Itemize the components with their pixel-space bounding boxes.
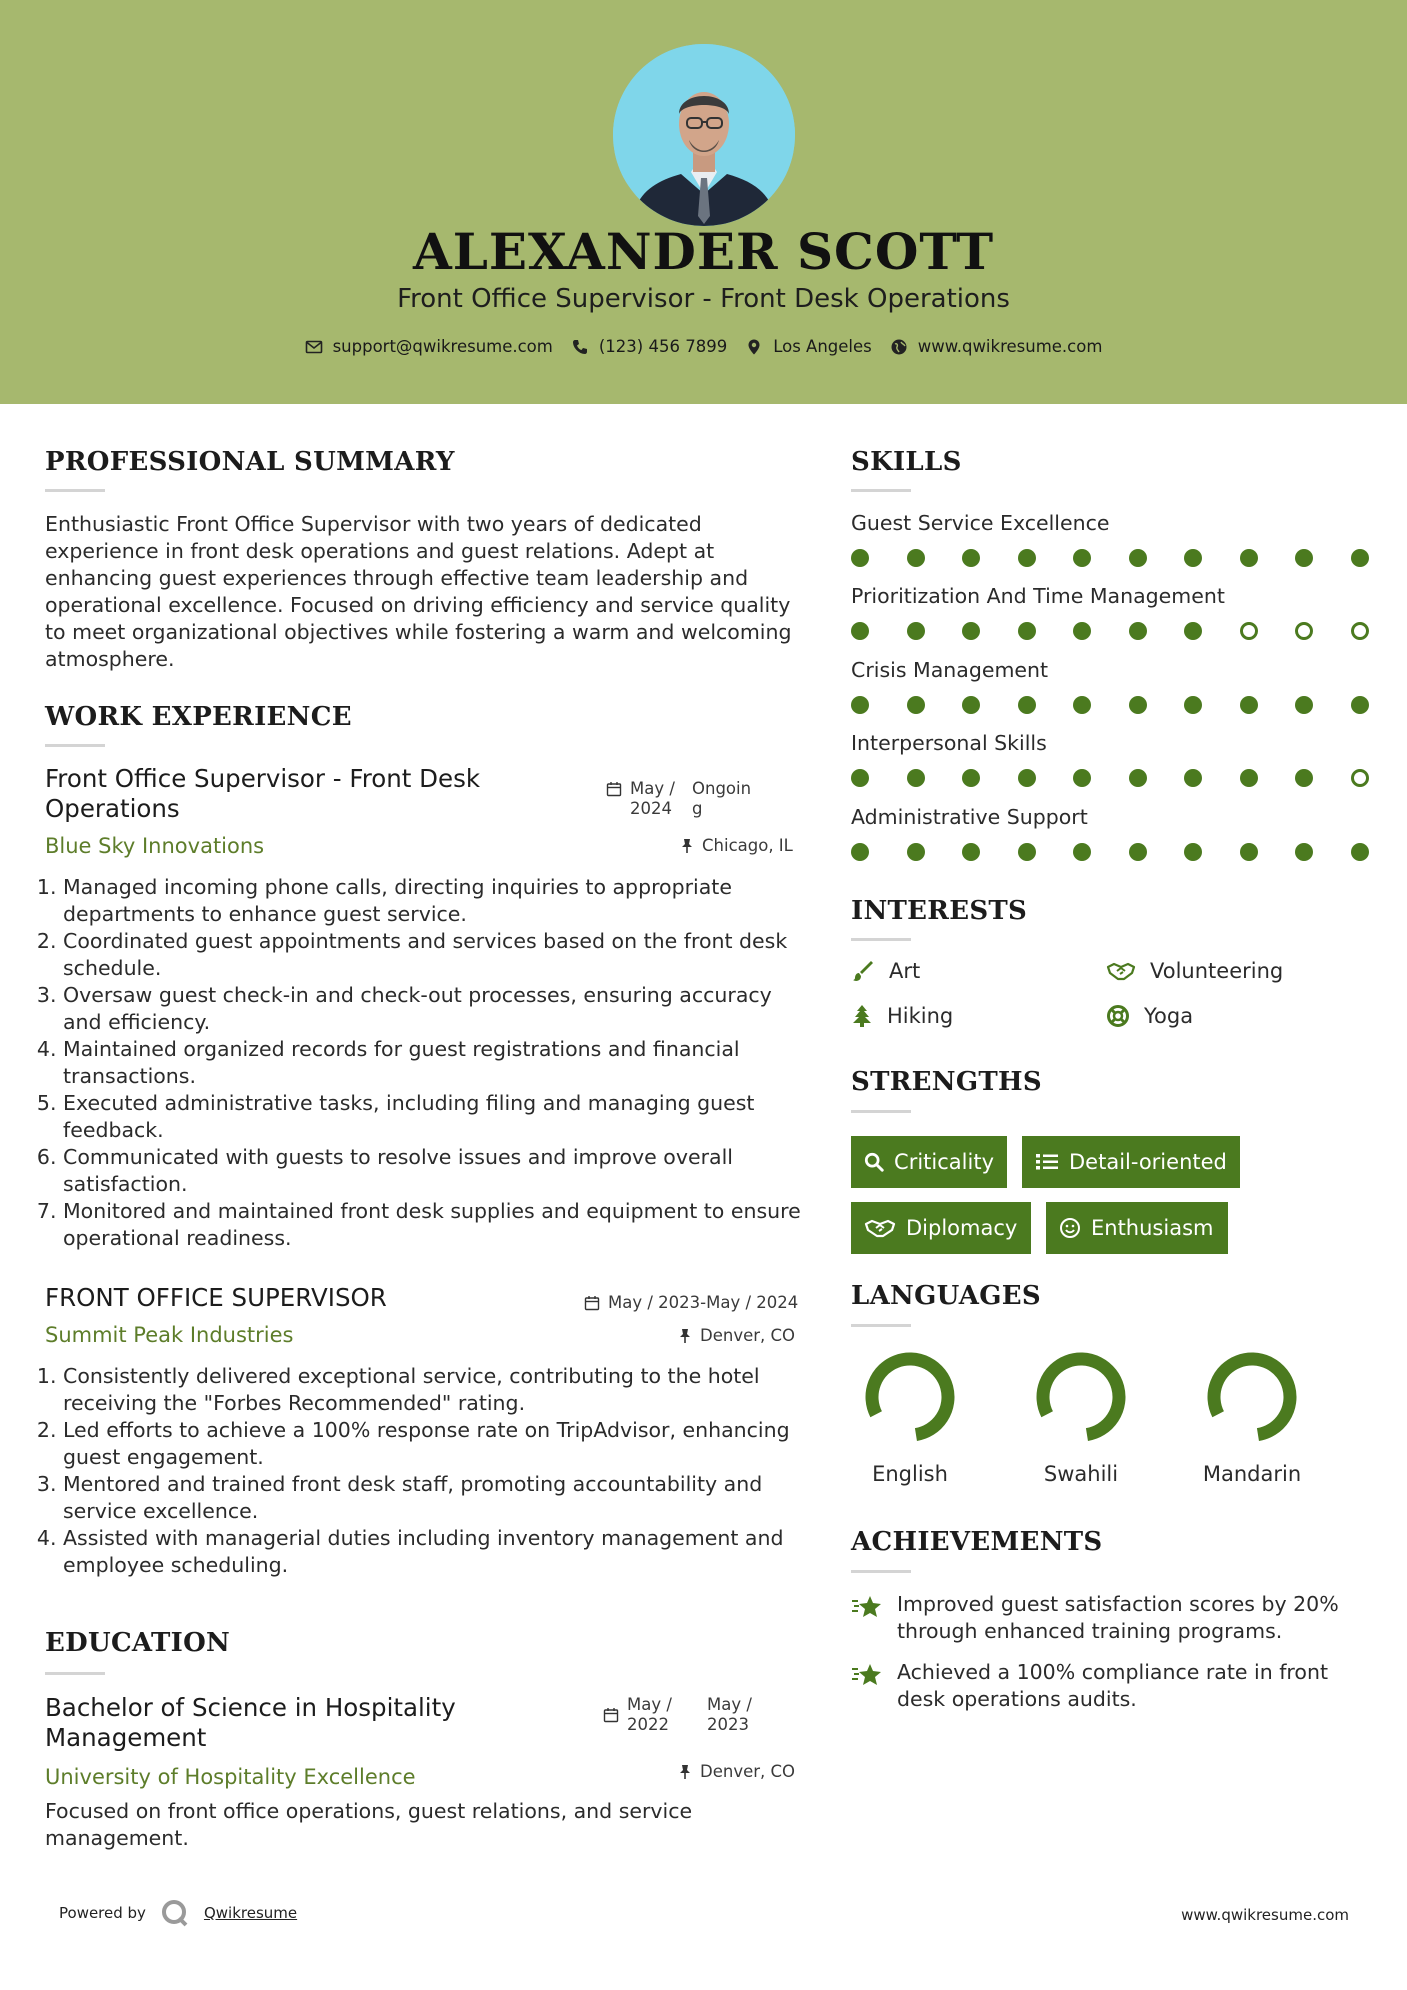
rating-dot-filled [1351,549,1369,567]
skill-name: Crisis Management [851,658,1049,682]
list-item: 2. Coordinated guest appointments and services based on the front desk schedule. [63,928,813,982]
language-label: English [872,1462,948,1486]
list-item: 1. Managed incoming phone calls, directing inquiries to appropriate departments to enhance guest service. [63,874,813,928]
map-pin-icon [745,338,763,356]
skills-rule [851,489,911,492]
contact-phone-text: (123) 456 7899 [598,337,728,356]
skill-rating [851,769,1369,789]
rating-dot-filled [1073,769,1091,787]
contact-website[interactable] [890,337,1103,356]
pin-icon [680,838,694,854]
education-dates [603,1695,759,1735]
rating-dot-filled [907,769,925,787]
contact-email-text: support@qwikresume.com [332,337,553,356]
rating-dot-filled [1018,549,1036,567]
pin-icon [678,1328,692,1344]
rating-dot-filled [1073,622,1091,640]
list-item: 2. Led efforts to achieve a 100% response rate on TripAdvisor, enhancing guest engagement. [63,1417,813,1471]
strength-label: Detail-oriented [1069,1150,1227,1174]
strengths-heading: STRENGTHS [851,1067,1042,1097]
contact-phone[interactable] [571,337,727,356]
job-1-date-start: May / 2024 [630,779,675,818]
rating-dot-filled [851,769,869,787]
rating-dot-filled [962,622,980,640]
job-1-location-text: Chicago, IL [702,836,793,855]
rating-dot-filled [1351,843,1369,861]
star-icon [851,1661,883,1689]
rating-dot-filled [1018,843,1036,861]
language-swahili [1021,1350,1141,1486]
interests-heading: INTERESTS [851,896,1028,926]
language-ring [863,1350,957,1444]
skill-name: Prioritization And Time Management [851,584,1225,608]
powered-by-label: Powered by [59,1904,146,1922]
rating-dot-empty [1295,622,1313,640]
job-2-location-text: Denver, CO [700,1326,796,1345]
strength-tag-diplomacy [851,1202,1031,1254]
pin-icon [678,1764,692,1780]
education-rule [45,1672,105,1675]
achievement-text: Achieved a 100% compliance rate in front desk operations audits. [897,1660,1328,1711]
job-1-bullets [45,874,813,1252]
rating-dot-filled [1018,696,1036,714]
handshake-icon [1106,959,1136,983]
resume-header [0,0,1407,404]
skill-rating [851,696,1369,716]
strength-label: Enthusiasm [1091,1216,1214,1240]
language-ring-arc [1214,1359,1290,1435]
skill-rating [851,549,1369,569]
skill-rating [851,843,1369,863]
list-item: 6. Communicated with guests to resolve issues and improve overall satisfaction. [63,1144,813,1198]
interest-label: Hiking [887,1004,954,1028]
strength-tag-enthusiasm [1046,1202,1228,1254]
rating-dot-filled [962,696,980,714]
search-icon [864,1151,884,1173]
skill-name: Interpersonal Skills [851,731,1047,755]
strengths-rule [851,1110,911,1113]
rating-dot-filled [1129,622,1147,640]
job-1-title: Front Office Supervisor - Front Desk Operations [45,764,481,823]
rating-dot-filled [962,769,980,787]
rating-dot-filled [1351,696,1369,714]
job-2-location [678,1326,795,1346]
language-mandarin [1192,1350,1312,1486]
paintbrush-icon [851,959,875,983]
rating-dot-filled [1129,769,1147,787]
rating-dot-filled [1240,696,1258,714]
language-ring [1205,1350,1299,1444]
interest-label: Volunteering [1150,959,1284,983]
candidate-role: Front Office Supervisor - Front Desk Operations [397,284,1010,314]
education-location-text: Denver, CO [700,1762,796,1781]
rating-dot-filled [1240,549,1258,567]
job-1-date-end: Ongoin g [692,779,752,818]
skill-name: Administrative Support [851,805,1088,829]
degree-title: Bachelor of Science in Hospitality Management [45,1693,456,1752]
list-item: 4. Maintained organized records for guest registrations and financial transactions. [63,1036,813,1090]
tree-icon [851,1004,873,1028]
rating-dot-filled [1240,843,1258,861]
language-ring-arc [872,1359,948,1435]
rating-dot-filled [907,622,925,640]
calendar-icon [584,1295,600,1311]
rating-dot-filled [851,696,869,714]
list-item: 5. Executed administrative tasks, including filing and managing guest feedback. [63,1090,813,1144]
summary-rule [45,489,105,492]
job-2-dates [584,1293,798,1313]
languages-heading: LANGUAGES [851,1281,1041,1311]
interest-volunteering [1106,959,1283,983]
strength-label: Criticality [894,1150,994,1174]
rating-dot-empty [1240,622,1258,640]
job-1-location [680,836,793,856]
language-ring-arc [1043,1359,1119,1435]
strength-label: Diplomacy [906,1216,1018,1240]
rating-dot-empty [1351,622,1369,640]
qwikresume-logo-icon [160,1898,190,1928]
rating-dot-filled [962,549,980,567]
language-ring [1034,1350,1128,1444]
experience-heading: WORK EXPERIENCE [45,702,352,732]
list-item: 4. Assisted with managerial duties including inventory management and employee scheduling. [63,1525,813,1579]
rating-dot-filled [1073,549,1091,567]
language-label: Swahili [1043,1462,1119,1486]
job-2-company: Summit Peak Industries [45,1323,294,1347]
rating-dot-filled [1295,549,1313,567]
calendar-icon [606,781,622,797]
contact-bar [0,337,1407,356]
envelope-icon [305,338,323,356]
star-icon [851,1593,883,1621]
job-1-company: Blue Sky Innovations [45,834,265,858]
rating-dot-filled [1129,696,1147,714]
achievements-rule [851,1570,911,1573]
rating-dot-filled [1018,622,1036,640]
candidate-name: ALEXANDER SCOTT [412,222,995,281]
rating-dot-filled [962,843,980,861]
rating-dot-filled [1129,843,1147,861]
qwikresume-link[interactable]: Qwikresume [203,1904,298,1922]
achievement-text: Improved guest satisfaction scores by 20% through enhanced training programs. [897,1592,1339,1643]
profile-photo [613,44,795,226]
globe-icon [890,338,908,356]
language-label: Mandarin [1202,1462,1302,1486]
education-heading: EDUCATION [45,1628,231,1658]
calendar-icon [603,1707,619,1723]
contact-location [745,337,872,356]
interests-rule [851,938,911,941]
rating-dot-filled [1129,549,1147,567]
education-date-start: May / 2022 [627,1695,672,1734]
experience-rule [45,744,105,747]
rating-dot-filled [907,549,925,567]
rating-dot-filled [1295,696,1313,714]
skill-name: Guest Service Excellence [851,511,1110,535]
skill-rating [851,622,1369,642]
rating-dot-filled [1184,769,1202,787]
list-item: 7. Monitored and maintained front desk supplies and equipment to ensure operational readiness. [63,1198,813,1252]
rating-dot-filled [1184,843,1202,861]
interest-art [851,959,920,983]
contact-email[interactable] [305,337,553,356]
list-item: 3. Oversaw guest check-in and check-out processes, ensuring accuracy and efficiency. [63,982,813,1036]
language-english [850,1350,970,1486]
rating-dot-filled [1184,622,1202,640]
list-icon [1035,1152,1059,1172]
list-item: 3. Mentored and trained front desk staff, promoting accountability and service excellence. [63,1471,813,1525]
lifering-icon [1106,1004,1130,1028]
rating-dot-filled [1184,549,1202,567]
footer-website[interactable]: www.qwikresume.com [1181,1906,1349,1924]
interest-label: Yoga [1144,1004,1194,1028]
summary-heading: PROFESSIONAL SUMMARY [45,447,455,477]
school-name: University of Hospitality Excellence [45,1765,416,1789]
education-location [678,1762,795,1782]
education-date-end: May / 2023 [707,1695,752,1734]
rating-dot-filled [851,843,869,861]
rating-dot-filled [851,549,869,567]
contact-location-text: Los Angeles [773,337,872,356]
list-item: 1. Consistently delivered exceptional service, contributing to the hotel receiving the "Forbes Recommended" rating. [63,1363,813,1417]
rating-dot-filled [1073,843,1091,861]
rating-dot-filled [1295,843,1313,861]
rating-dot-filled [1073,696,1091,714]
rating-dot-filled [907,696,925,714]
job-2-bullets [45,1363,813,1579]
summary-text: Enthusiastic Front Office Supervisor with two years of dedicated experience in front desk operations and guest relations. Adept at enhancing guest experiences through effective team leadership and operational excellence. Focused on driving efficiency and service quality to meet organizational objectives while fostering a warm and welcoming atmosphere. [45,512,792,671]
rating-dot-filled [851,622,869,640]
rating-dot-filled [1018,769,1036,787]
smile-icon [1059,1217,1081,1239]
handshake-icon [864,1217,896,1239]
rating-dot-filled [1184,696,1202,714]
achievement-item [851,1591,1371,1645]
skills-heading: SKILLS [851,447,962,477]
footer-powered-by [59,1898,297,1928]
achievement-item [851,1659,1371,1713]
rating-dot-empty [1351,769,1369,787]
rating-dot-filled [1240,769,1258,787]
achievements-heading: ACHIEVEMENTS [851,1527,1103,1557]
interest-hiking [851,1004,953,1028]
contact-website-text: www.qwikresume.com [917,337,1103,356]
job-2-date-text: May / 2023-May / 2024 [608,1293,799,1312]
languages-rule [851,1324,911,1327]
strength-tag-detail-oriented [1022,1136,1240,1188]
rating-dot-filled [1295,769,1313,787]
strength-tag-criticality [851,1136,1007,1188]
phone-icon [571,338,589,356]
rating-dot-filled [907,843,925,861]
job-1-dates [606,779,762,819]
interest-label: Art [889,959,921,983]
job-2-title: FRONT OFFICE SUPERVISOR [45,1283,387,1312]
interest-yoga [1106,1004,1193,1028]
education-text: Focused on front office operations, guest relations, and service management. [45,1799,693,1850]
